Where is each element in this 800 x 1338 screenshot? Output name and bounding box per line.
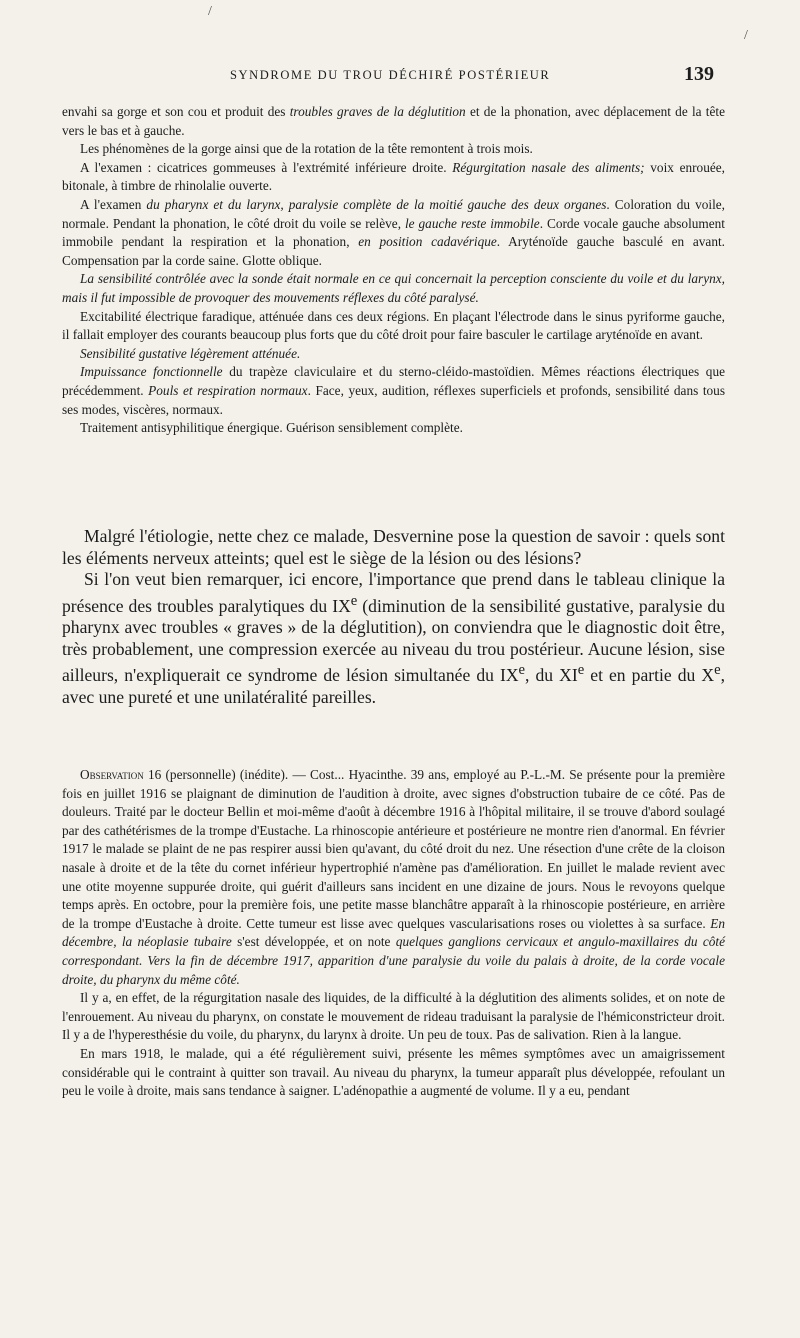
observation-paragraph-2: Il y a, en effet, de la régurgitation nasale des liquides, de la difficulté à la déglutition des aliments solides, et on note de l'enrouement. Au niveau du pharynx, on constate le mouvement de rideau traduisant la paralysie de l'hémiconstricteur droit. Il y a de l'hyperesthésie du voile, du pharynx, du larynx à droite. Un peu de toux. Pas de salivation. Rien à la langue.: [62, 990, 725, 1043]
observation-paragraph-3: En mars 1918, le malade, qui a été régulièrement suivi, présente les mêmes symptômes avec un amaigrissement considérable qui le contraint à quitter son travail. Au niveau du pharynx, la tumeur apparaît plus développée, refoulant un peu le voile à droite, mais sans tendance à saigner. L'adénopathie a augmenté de volume. Il y a eu, pendant: [62, 1045, 725, 1099]
case-paragraph-6: Excitabilité électrique faradique, atténuée dans ces deux régions. En plaçant l'électrode dans le sinus pyriforme gauche, il fallait employer des courants beaucoup plus forts que du côté droit pour faire basculer le cartilage aryténoïde en avant.: [62, 308, 725, 343]
case-paragraph-3: A l'examen : cicatrices gommeuses à l'extrémité inférieure droite. Régurgitation nasale des aliments; voix enrouée, bitonale, à timbre de rhinolalie ouverte.: [62, 159, 725, 194]
case-paragraph-5: La sensibilité contrôlée avec la sonde était normale en ce qui concernait la perception consciente du voile et du larynx, mais il fut impossible de provoquer des mouvements réflexes du côté paralysé.: [62, 271, 725, 305]
case-report-continued: [62, 103, 725, 438]
running-header: [62, 63, 714, 90]
observation-paragraph-1: Observation 16 (personnelle) (inédite). — Cost... Hyacinthe. 39 ans, employé au P.-L.-M. Se présente pour la première fois en juillet 1916 se plaignant de diminution de l'audition à droite, avec signes d'obstruction tubaire de ce côté. Pas de douleurs. Traité par le docteur Bellin et moi-même d'août à décembre 1916 à l'hôpital militaire, il se trouve d'abord soulagé par des cathétérismes de la trompe d'Eustache. La rhinoscopie antérieure et postérieure ne montre rien d'anormal. En février 1917 le malade se plaint de ne pas respirer aussi bien qu'avant, du côté droit du nez. Une résection d'une crête de la cloison nasale à droite et de la tête du cornet inférieur hypertrophié n'amène pas d'amélioration. En juillet le malade revient avec une otite moyenne suppurée droite, qui guérit d'ailleurs sans incident en une dizaine de jours. Nous le revoyons quelque temps après. En octobre, pour la première fois, une petite masse blanchâtre apparaît à la rhinoscopie postérieure, en arrière de la trompe d'Eustache à droite. Cette tumeur est lisse avec quelques vascularisations roses ou violettes à sa surface. En décembre, la néoplasie tubaire s'est développée, et on note quelques ganglions cervicaux et angulo-maxillaires du côté correspondant. Vers la fin de décembre 1917, apparition d'une paralysie du voile du palais à droite, de la corde vocale droite, du pharynx du même côté.: [62, 767, 725, 987]
observation-label: Observation 16: [80, 767, 162, 782]
case-paragraph-2: Les phénomènes de la gorge ainsi que de la rotation de la tête remontent à trois mois.: [80, 141, 533, 157]
margin-mark: /: [208, 4, 212, 19]
case-paragraph-7: Sensibilité gustative légèrement atténuée.: [80, 345, 301, 361]
case-paragraph-8: Impuissance fonctionnelle du trapèze claviculaire et du sterno-cléido-mastoïdien. Mêmes réactions électriques que précédemment. Pouls et respiration normaux. Face, yeux, audition, réflexes superficiels et profonds, sensibilité dans tous ses modes, viscères, normaux.: [62, 364, 726, 417]
page-number: 139: [684, 63, 714, 85]
observation-16: [62, 766, 725, 1101]
case-paragraph-9: Traitement antisyphilitique énergique. Guérison sensiblement complète.: [80, 420, 463, 436]
discussion-section: [62, 526, 725, 708]
margin-mark: /: [744, 28, 748, 43]
case-paragraph-1: envahi sa gorge et son cou et produit des troubles graves de la déglutition et de la phonation, avec déplacement de la tête vers le bas et à gauche.: [62, 104, 725, 138]
discussion-paragraph-1: Malgré l'étiologie, nette chez ce malade, Desvernine pose la question de savoir : quels sont les éléments nerveux atteints; quel est le siège de la lésion ou des lésions?: [62, 526, 725, 568]
running-title: SYNDROME DU TROU DÉCHIRÉ POSTÉRIEUR: [230, 68, 551, 82]
discussion-paragraph-2: Si l'on veut bien remarquer, ici encore, l'importance que prend dans le tableau clinique la présence des troubles paralytiques du IXe (diminution de la sensibilité gustative, paralysie du pharynx avec troubles « graves » de la déglutition), on conviendra que le diagnostic doit être, très probablement, une compression exercée au niveau du trou postérieur. Aucune lésion, sise ailleurs, n'expliquerait ce syndrome de lésion simultanée du IXe, du XIe et en partie du Xe, avec une pureté et une unilatéralité pareilles.: [62, 569, 726, 707]
case-paragraph-4: A l'examen du pharynx et du larynx, paralysie complète de la moitié gauche des deux organes. Coloration du voile, normale. Pendant la phonation, le côté droit du voile se relève, le gauche reste immobile. Corde vocale gauche absolument immobile pendant la respiration et la phonation, en position cadavérique. Aryténoïde gauche basculé en avant. Compensation par la corde saine. Glotte oblique.: [62, 196, 726, 268]
